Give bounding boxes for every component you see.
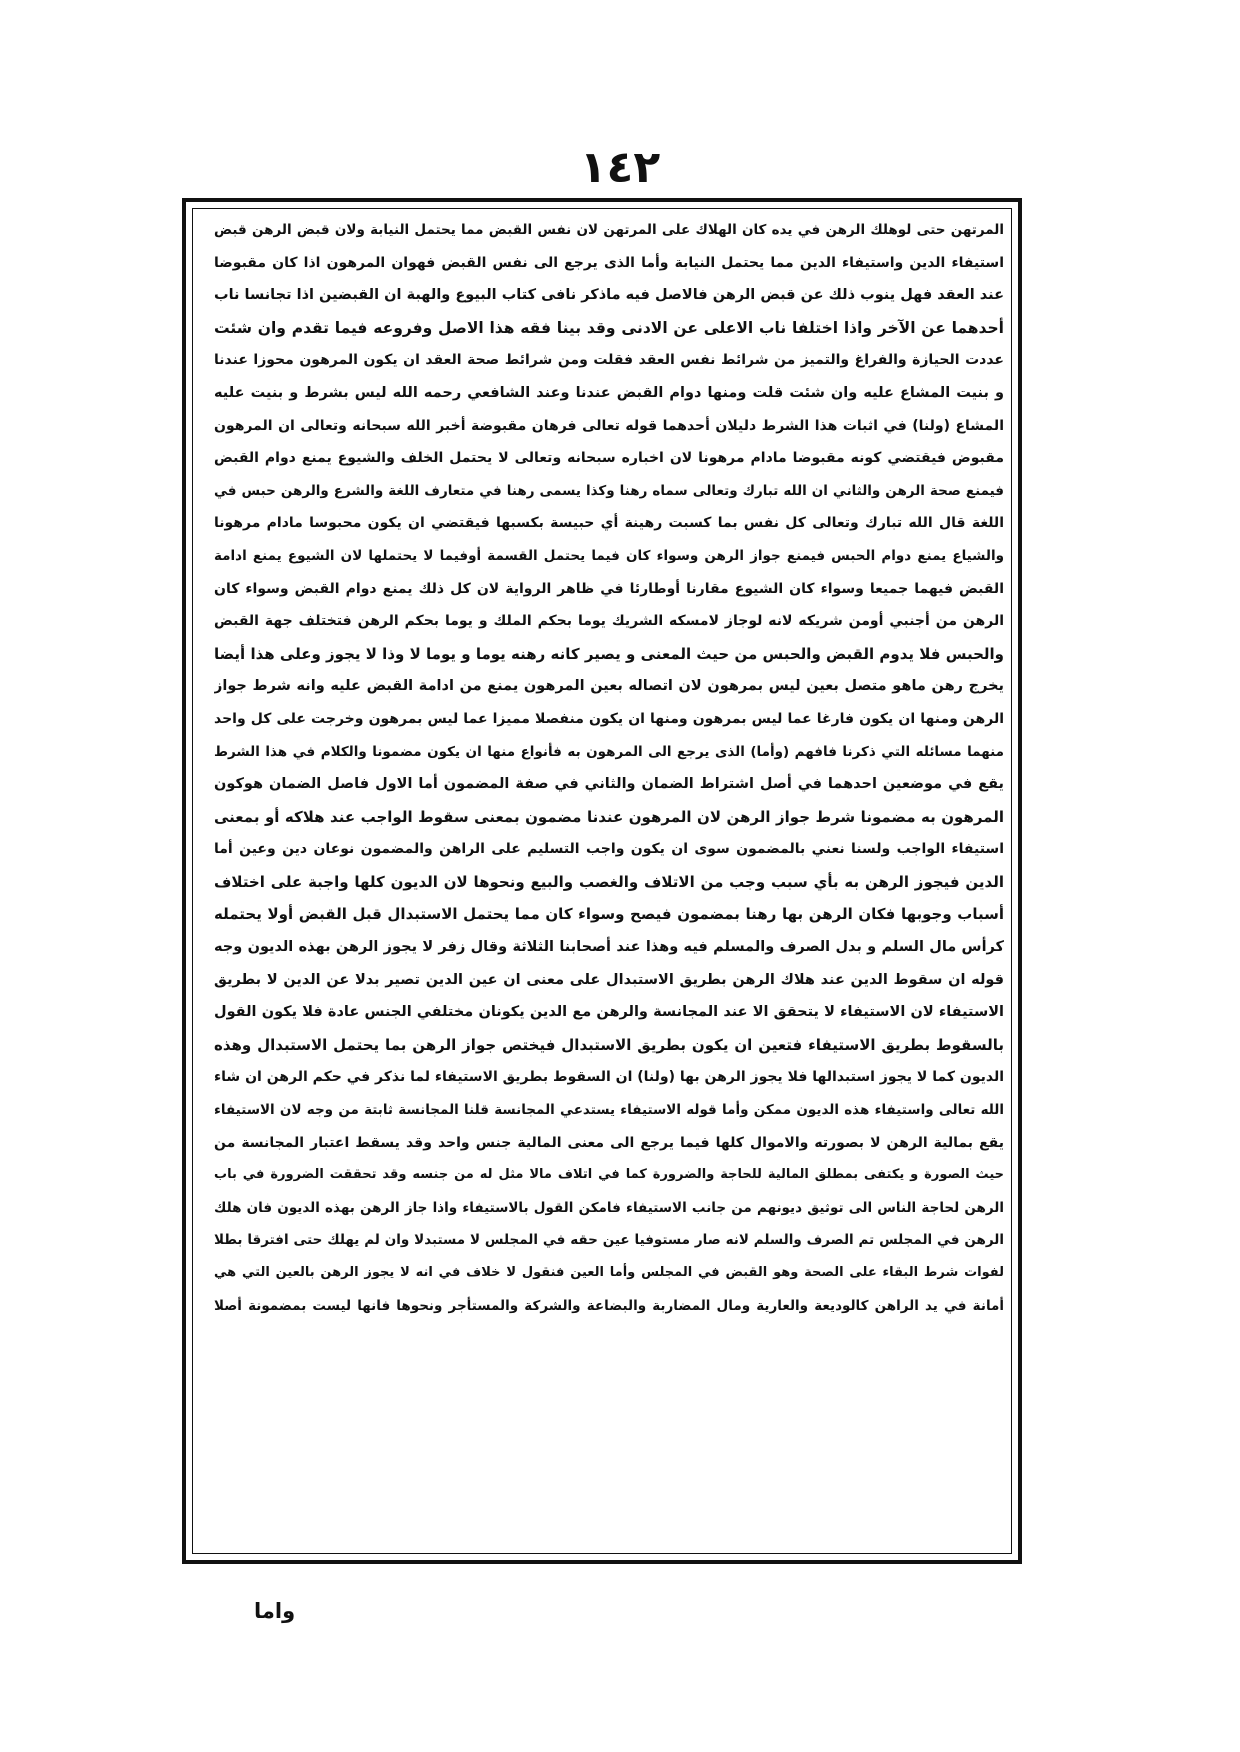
page-number: ١٤٢	[579, 142, 661, 193]
text-line: الدين فيجوز الرهن به بأي سبب وجب من الاتلاف والغصب والبيع ونحوها لان الديون كلها واجبة على اختلاف	[214, 872, 1004, 891]
text-line: يقع بمالية الرهن لا بصورته والاموال كلها فيما يرجع الى معنى المالية جنس واحد وقد يسقط اعتبار المجانسة من	[214, 1134, 1004, 1151]
text-line: الله تعالى واستيفاء هذه الديون ممكن وأما قوله الاستيفاء يستدعي المجانسة قلنا المجانسة ثابتة من وجه لان الاستيفاء	[214, 1102, 1004, 1119]
text-line: اللغة قال الله تبارك وتعالى كل نفس بما كسبت رهينة أي حبيسة بكسبها فيقتضي ان يكون محبوسا مادام مرهونا	[214, 515, 1004, 532]
text-line: والحبس فلا يدوم القبض والحبس من حيث المعنى و يصير كانه رهنه يوما و يوما لا وذا لا يجوز وعلى هذا أيضا	[214, 644, 1004, 663]
catchword: واما	[254, 1599, 296, 1623]
text-line: مقبوض فيقتضي كونه مقبوضا مادام مرهونا لان اخباره سبحانه وتعالى لا يحتمل الخلف والشيوع يمنع دوام القبض	[214, 450, 1004, 467]
text-line: المشاع (ولنا) في اثبات هذا الشرط دليلان أحدهما قوله تعالى فرهان مقبوضة أخبر الله سبحانه وتعالى ان المرهون	[214, 417, 1004, 434]
text-line: الرهن لحاجة الناس الى توثيق ديونهم من جانب الاستيفاء فامكن القول بالاستيفاء واذا جاز الرهن بهذه الديون فان هلك	[214, 1199, 1004, 1216]
text-line: و بنيت المشاع عليه وان شئت قلت ومنها دوام القبض عندنا وعند الشافعي رحمه الله ليس بشرط و بنيت عليه	[214, 384, 1004, 401]
text-line: الديون كما لا يجوز استبدالها فلا يجوز الرهن بها (ولنا) ان السقوط بطريق الاستيفاء لما نذكر في حكم الرهن ان شاء	[214, 1069, 1004, 1086]
text-line: الرهن ومنها ان يكون فارغا عما ليس بمرهون ومنها ان يكون منفصلا مميزا عما ليس بمرهون وخرجت على كل واحد	[214, 710, 1004, 727]
text-line: عددت الحيازة والفراغ والتميز من شرائط نفس العقد فقلت ومن شرائط صحة العقد ان يكون المرهون محوزا عندنا	[214, 352, 1004, 369]
text-line: والشياع يمنع دوام الحبس فيمنع جواز الرهن وسواء كان فيما يحتمل القسمة أوفيما لا يحتملها لان الشيوع يمنع ادامة	[214, 547, 1004, 564]
text-line: أمانة في يد الراهن كالوديعة والعارية ومال المضاربة والبضاعة والشركة والمستأجر ونحوها فانها ليست بمضمونة أصلا	[214, 1297, 1004, 1314]
text-line: قوله ان سقوط الدين عند هلاك الرهن بطريق الاستبدال على معنى ان عين الدين تصير بدلا عن الدين لا بطريق	[214, 971, 1004, 988]
text-line: فيمنع صحة الرهن والثاني ان الله تبارك وتعالى سماه رهنا وكذا يسمى رهنا في متعارف اللغة والشرع والرهن حبس في	[214, 482, 1004, 499]
text-line: يخرج رهن ماهو متصل بعين ليس بمرهون لان اتصاله بعين المرهون يمنع من ادامة القبض عليه وانه شرط جواز	[214, 678, 1004, 695]
text-line: كرأس مال السلم و بدل الصرف والمسلم فيه وهذا عند أصحابنا الثلاثة وقال زفر لا يجوز الرهن بهذه الديون وجه	[214, 939, 1004, 956]
text-line: لفوات شرط البقاء على الصحة وهو القبض في المجلس وأما العين فنقول لا خلاف في انه لا يجوز الرهن بالعين التي هي	[214, 1265, 1004, 1280]
text-line: أحدهما عن الآخر واذا اختلفا ناب الاعلى عن الادنى وقد بينا فقه هذا الاصل وفروعه فيما تقدم وان شئت	[214, 318, 1004, 337]
text-line: المرهون به مضمونا شرط جواز الرهن لان المرهون عندنا مضمون بمعنى سقوط الواجب عند هلاكه أو بمعنى	[214, 807, 1004, 826]
main-text	[214, 214, 1004, 1554]
text-line: الرهن في المجلس تم الصرف والسلم لانه صار مستوفيا عين حقه في المجلس لا مستبدلا وان لم يهلك حتى افترقا بطلا	[214, 1232, 1004, 1249]
text-line: القبض فيهما جميعا وسواء كان الشيوع مقارنا أوطارئا في ظاهر الرواية لان كل ذلك يمنع دوام القبض وسواء كان	[214, 580, 1004, 597]
text-line: استيفاء الدين واستيفاء الدين مما يحتمل النيابة وأما الذى يرجع الى نفس القبض فهوان المرهون اذا كان مقبوضا	[214, 254, 1004, 271]
text-line: المرتهن حتى لوهلك الرهن في يده كان الهلاك على المرتهن لان نفس القبض مما يحتمل النيابة ولان قبض الرهن قبض	[214, 222, 1004, 238]
text-line: الاستيفاء لان الاستيفاء لا يتحقق الا عند المجانسة والرهن مع الدين يكونان مختلفي الجنس عادة فلا يكون القول	[214, 1004, 1004, 1021]
text-line: عند العقد فهل ينوب ذلك عن قبض الرهن فالاصل فيه ماذكر نافى كتاب البيوع والهبة ان القبضين اذا تجانسا ناب	[214, 287, 1004, 304]
text-line: الرهن من أجنبي أومن شريكه لانه لوجاز لامسكه الشريك يوما بحكم الملك و يوما بحكم الرهن فتختلف جهة القبض	[214, 613, 1004, 630]
text-line: أسباب وجوبها فكان الرهن بها رهنا بمضمون فيصح وسواء كان مما يحتمل الاستبدال قبل القبض أولا يحتمله	[214, 905, 1004, 924]
text-line: يقع في موضعين احدهما في أصل اشتراط الضمان والثاني في صفة المضمون أما الاول فاصل الضمان هوكون	[214, 776, 1004, 793]
text-line: استيفاء الواجب ولسنا نعني بالمضمون سوى ان يكون واجب التسليم على الراهن والمضمون نوعان دين وعين أما	[214, 841, 1004, 858]
text-line: حيث الصورة و يكتفى بمطلق المالية للحاجة والضرورة كما في اتلاف مالا مثل له من جنسه وقد تحققت الضرورة في باب	[214, 1167, 1004, 1183]
text-line: منهما مسائله التي ذكرنا فافهم (وأما) الذى يرجع الى المرهون به فأنواع منها ان يكون مضمونا والكلام في هذا الشرط	[214, 743, 1004, 760]
text-line: بالسقوط بطريق الاستيفاء فتعين ان يكون بطريق الاستبدال فيختص جواز الرهن بما يحتمل الاستبدال وهذه	[214, 1035, 1004, 1054]
